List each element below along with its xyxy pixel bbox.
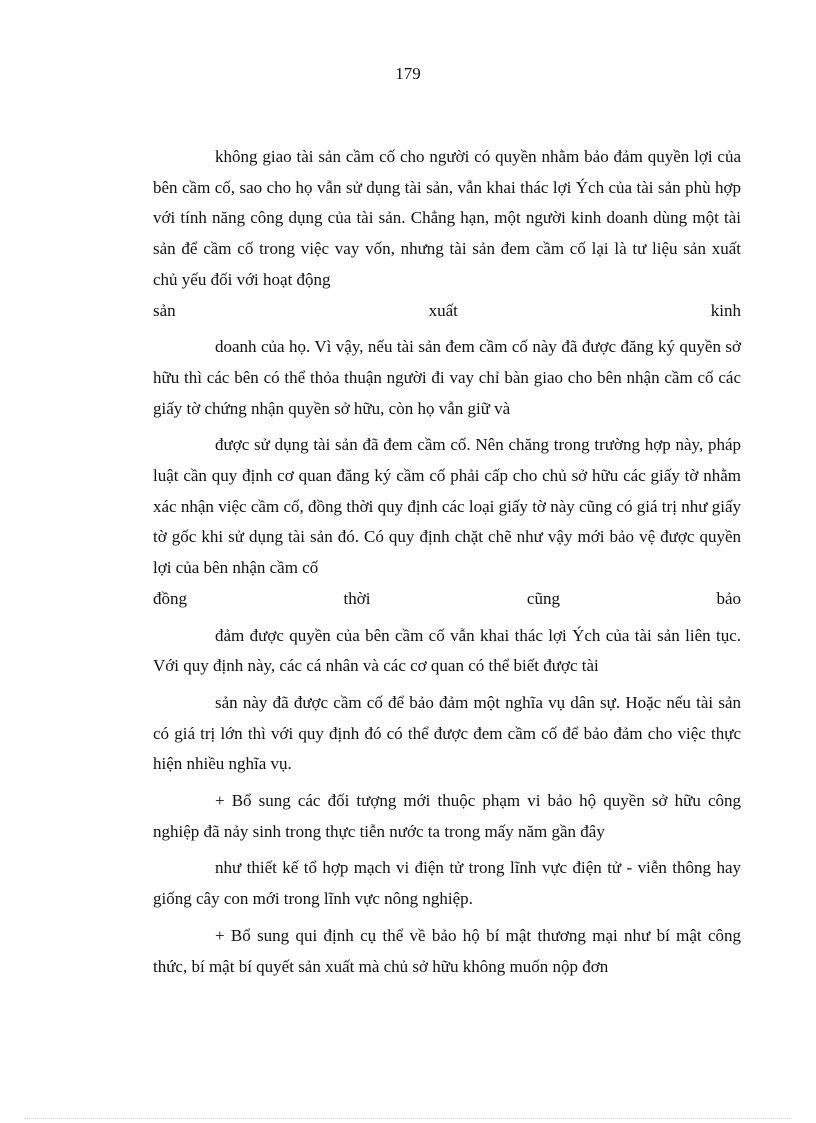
paragraph: sản này đã được cầm cố để bảo đảm một nghĩa vụ dân sự. Hoặc nếu tài sản có giá trị lớn thì với quy định đó có thể được đem cầm cố để bảo đảm cho việc thực hiện nhiều nghĩa vụ. bbox=[153, 692, 741, 774]
page-bottom-divider bbox=[24, 1118, 792, 1119]
page-number: 179 bbox=[395, 64, 421, 83]
paragraph: như thiết kế tổ hợp mạch vi điện tử trong lĩnh vực điện tử - viễn thông hay giống cây con mới trong lĩnh vực nông nghiệp. bbox=[153, 858, 741, 909]
paragraph: doanh của họ. Vì vậy, nếu tài sản đem cầm cố này đã được đăng ký quyền sở hữu thì các bên có thể thỏa thuận người đi vay chỉ bàn giao cho bên nhận cầm cố các giấy tờ chứng nhận quyền sở hữu, còn họ vẫn giữ và bbox=[153, 337, 741, 418]
paragraph: được sử dụng tài sản đã đem cầm cố. Nên chăng trong trường hợp này, pháp luật cần quy định cơ quan đăng ký cầm cố phải cấp cho chủ sở hữu các giấy tờ nhằm xác nhận việc cầm cố, đồng thời quy định các loại giấy tờ này cũng có giá trị như giấy tờ gốc khi sử dụng tài sản đó. Có quy định chặt chẽ như vậy mới bảo vệ được quyền lợi của bên nhận cầm cố bbox=[153, 435, 741, 578]
paragraph: + Bổ sung qui định cụ thể về bảo hộ bí mật thương mại như bí mật công thức, bí mật bí quyết sản xuất mà chủ sở hữu không muốn nộp đơn bbox=[153, 925, 741, 976]
paragraph: đảm được quyền của bên cầm cố vẫn khai thác lợi Ých của tài sản liên tục. Với quy định này, các cá nhân và các cơ quan có thể biết được tài bbox=[153, 625, 741, 676]
spread-line: đồng thời cũng bảo bbox=[153, 588, 741, 608]
spread-line: sản xuất kinh bbox=[153, 300, 741, 320]
paragraph: không giao tài sản cầm cố cho người có quyền nhằm bảo đảm quyền lợi của bên cầm cố, sao cho họ vẫn sử dụng tài sản, vẫn khai thác lợi Ých của tài sản phù hợp với tính năng công dụng của tài sản. Chẳng hạn, một người kinh doanh dùng một tài sản để cầm cố trong việc vay vốn, nhưng tài sản đem cầm cố lại là tư liệu sản xuất chủ yếu đối với hoạt động bbox=[153, 147, 741, 289]
document-body bbox=[153, 142, 741, 982]
paragraph: + Bổ sung các đối tượng mới thuộc phạm vi bảo hộ quyền sở hữu công nghiệp đã nảy sinh trong thực tiễn nước ta trong mấy năm gần đây bbox=[153, 791, 741, 841]
